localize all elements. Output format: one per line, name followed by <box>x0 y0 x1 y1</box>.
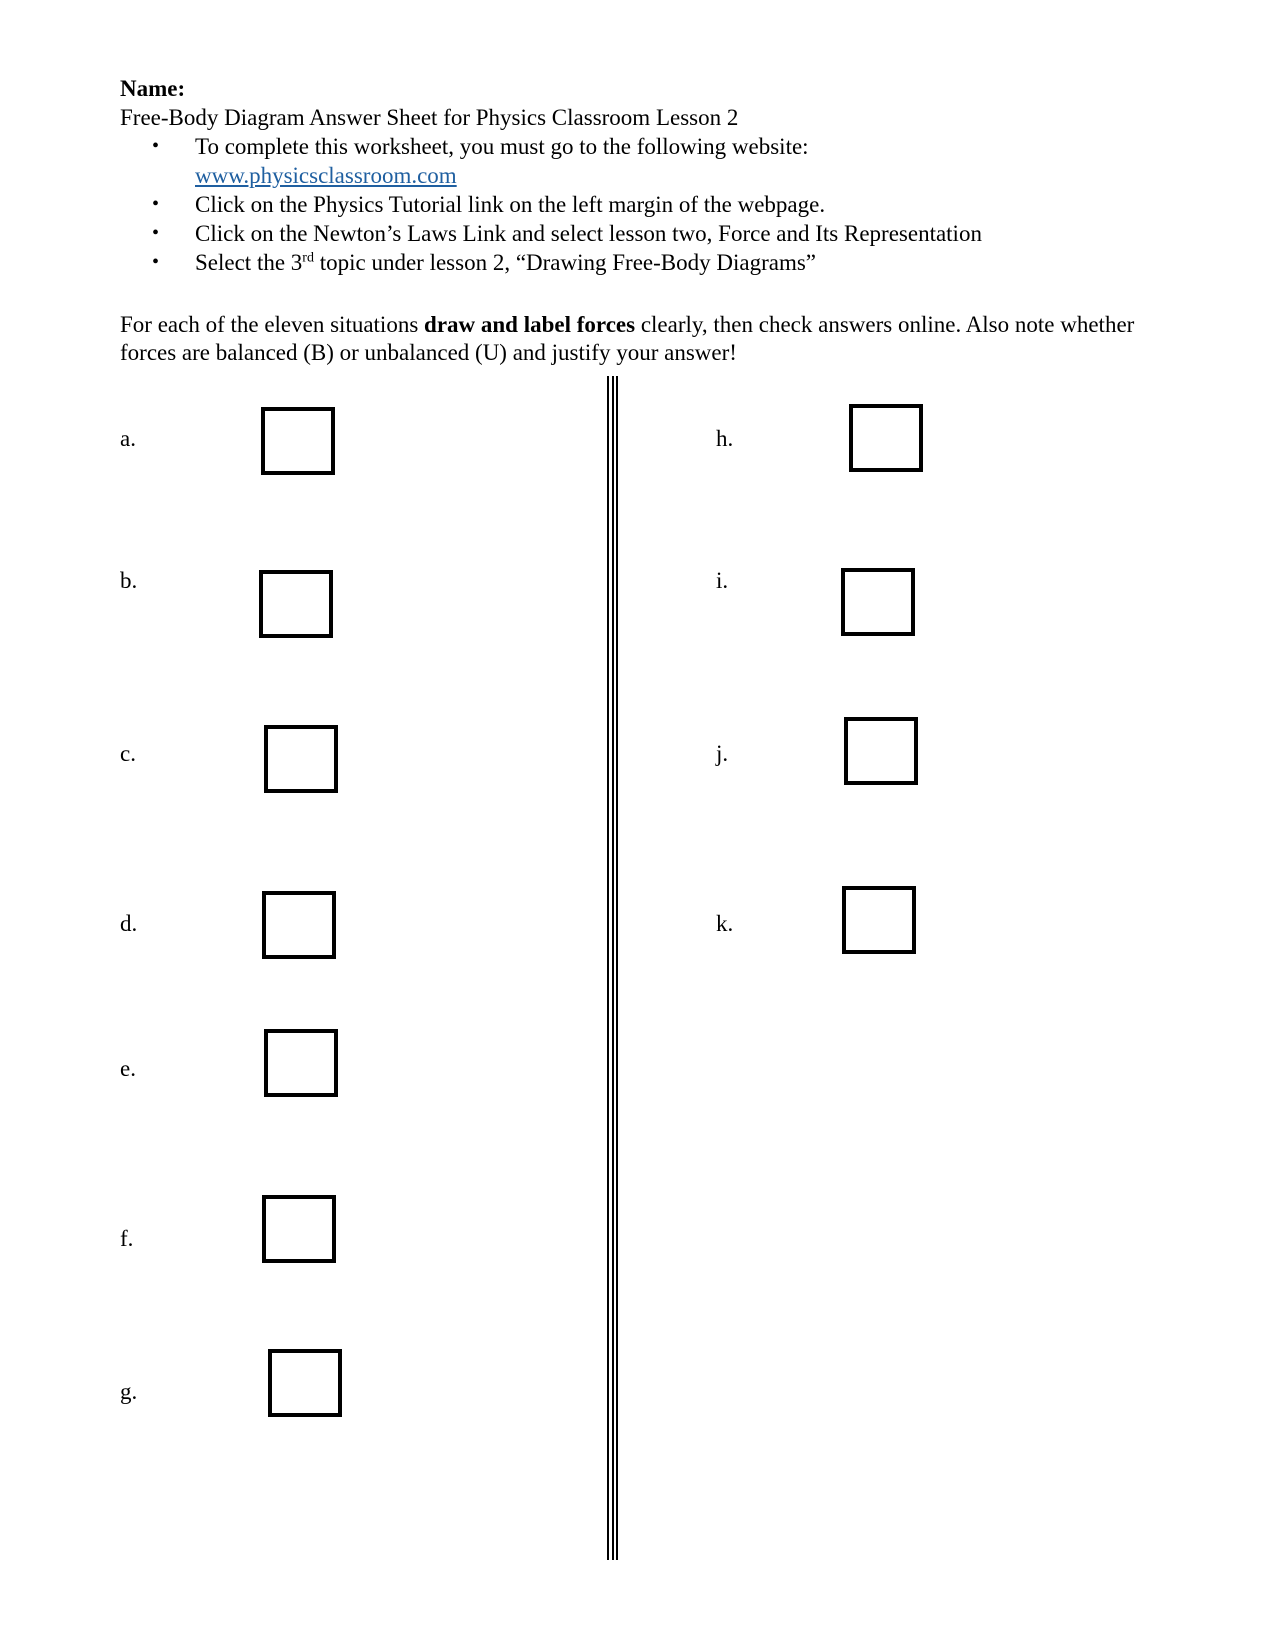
item-label-f: f. <box>120 1226 134 1251</box>
bullet-icon: • <box>152 251 160 273</box>
diagram-box-b[interactable] <box>259 570 333 638</box>
divider-line <box>612 376 614 1560</box>
item-label-i: i. <box>716 568 729 593</box>
diagram-box-f[interactable] <box>262 1195 336 1263</box>
diagram-box-g[interactable] <box>268 1349 342 1417</box>
bullet-icon: • <box>152 222 160 244</box>
item-label-a: a. <box>120 426 136 451</box>
item-label-e: e. <box>120 1056 136 1081</box>
item-label-j: j. <box>716 741 729 766</box>
worksheet-header <box>120 74 1180 277</box>
bullet-text-website: To complete this worksheet, you must go to the following website: <box>195 134 809 159</box>
bullet-item-tutorial <box>120 190 1180 219</box>
worksheet-title: Free-Body Diagram Answer Sheet for Physics Classroom Lesson 2 <box>120 105 739 130</box>
diagram-box-j[interactable] <box>844 717 918 785</box>
bullet-text-topic-start: Select the 3 <box>195 250 303 275</box>
name-label: Name: <box>120 76 186 101</box>
divider-line <box>607 376 609 1560</box>
diagram-box-h[interactable] <box>849 404 923 472</box>
item-label-d: d. <box>120 911 138 936</box>
item-label-h: h. <box>716 426 734 451</box>
item-label-c: c. <box>120 741 136 766</box>
diagram-box-k[interactable] <box>842 886 916 954</box>
bullet-text-tutorial: Click on the Physics Tutorial link on the left margin of the webpage. <box>195 192 826 217</box>
bullet-item-website <box>120 132 1180 190</box>
bullet-item-topic <box>120 248 1180 277</box>
column-divider <box>607 376 619 1560</box>
item-label-b: b. <box>120 568 138 593</box>
instructions-paragraph <box>120 311 1180 367</box>
diagram-box-i[interactable] <box>841 568 915 636</box>
diagram-box-d[interactable] <box>262 891 336 959</box>
website-link[interactable]: www.physicsclassroom.com <box>195 163 457 188</box>
instructions-text-end: clearly, then check answers online. Also note whether forces are balanced (B) or unbalanced (U) and justify your answer! <box>120 312 1135 365</box>
bullet-icon: • <box>152 135 160 157</box>
bullet-item-newtons-laws <box>120 219 1180 248</box>
item-label-g: g. <box>120 1379 138 1404</box>
bullet-icon: • <box>152 193 160 215</box>
divider-line <box>616 376 618 1560</box>
diagram-box-e[interactable] <box>264 1029 338 1097</box>
instructions-text-start: For each of the eleven situations <box>120 312 425 337</box>
instruction-bullets <box>120 132 1180 277</box>
instructions-emphasis: draw and label forces <box>424 312 636 337</box>
diagram-box-a[interactable] <box>261 407 335 475</box>
ordinal-suffix: rd <box>302 250 314 266</box>
bullet-text-topic-end: topic under lesson 2, “Drawing Free-Body Diagrams” <box>313 250 817 275</box>
diagram-box-c[interactable] <box>264 725 338 793</box>
item-label-k: k. <box>716 911 734 936</box>
bullet-text-newtons-laws: Click on the Newton’s Laws Link and select lesson two, Force and Its Representation <box>195 221 982 246</box>
